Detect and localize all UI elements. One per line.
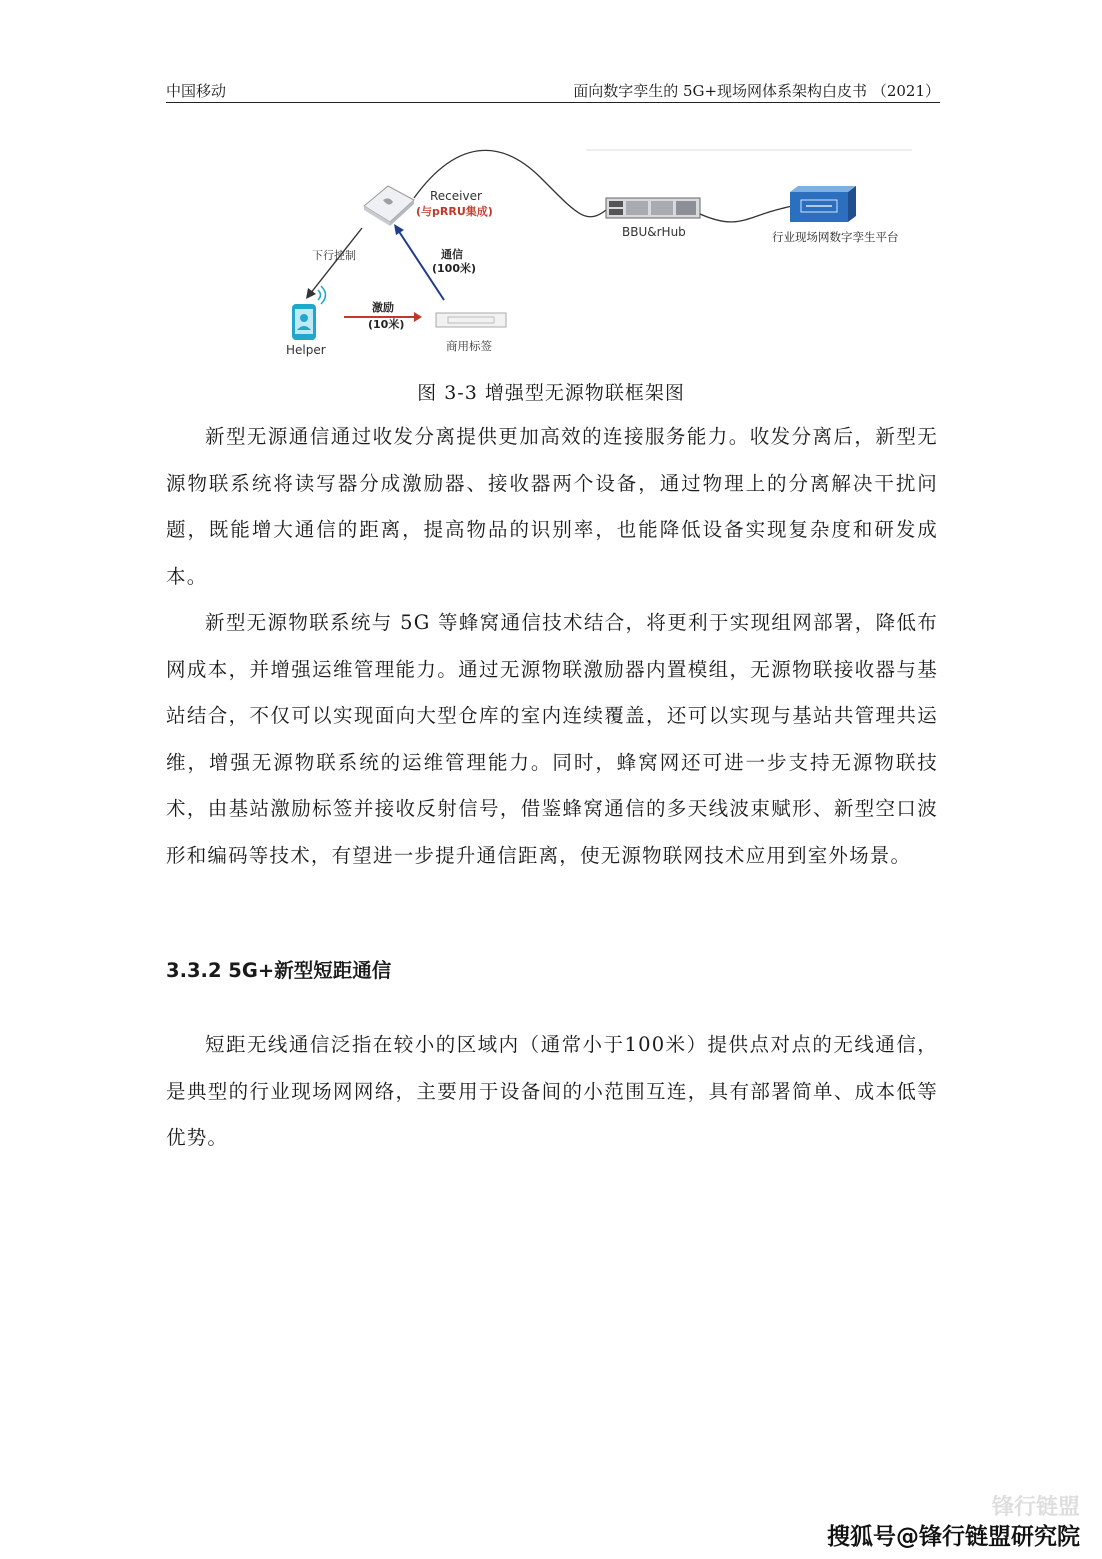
platform-device-icon xyxy=(790,186,856,222)
excite-label: 激励 xyxy=(372,301,394,314)
header-right: 面向数字孪生的 5G+现场网体系架构白皮书 （2021） xyxy=(573,82,940,100)
comm-label: 通信 xyxy=(441,248,463,261)
figure-caption: 图 3-3 增强型无源物联框架图 xyxy=(417,382,685,404)
bbu-device-icon xyxy=(606,198,700,218)
platform-label: 行业现场网数字孪生平台 xyxy=(772,230,899,244)
body-section-2 xyxy=(166,1022,938,1162)
watermark-text: 锋行链盟 xyxy=(991,1495,1080,1520)
section-heading: 3.3.2 5G+新型短距通信 xyxy=(166,959,392,982)
header-left: 中国移动 xyxy=(166,82,227,100)
bbu-label: BBU&rHub xyxy=(622,225,686,239)
paragraph-1: 新型无源通信通过收发分离提供更加高效的连接服务能力。收发分离后，新型无源物联系统将读写器分成激励器、接收器两个设备，通过物理上的分离解决干扰问题，既能增大通信的距离，提高物品的识别率，也能降低设备实现复杂度和研发成本。 xyxy=(166,425,938,588)
paragraph-2: 新型无源物联系统与 5G 等蜂窝通信技术结合，将更利于实现组网部署，降低布网成本，并增强运维管理能力。通过无源物联激励器内置模组，无源物联接收器与基站结合，不仅可以实现面向大型仓库的室内连续覆盖，还可以实现与基站共管理共运维，增强无源物联系统的运维管理能力。同时，蜂窝网还可进一步支持无源物联技术，由基站激励标签并接收反射信号，借鉴蜂窝通信的多天线波束赋形、新型空口波形和编码等技术，有望进一步提升通信距离，使无源物联网技术应用到室外场景。 xyxy=(166,611,938,867)
cable-bbu-platform xyxy=(700,205,797,222)
page-header xyxy=(166,78,940,103)
tag-label: 商用标签 xyxy=(446,339,492,353)
figure-diagram xyxy=(276,148,912,364)
excite-distance: (10米) xyxy=(368,318,405,331)
downlink-label: 下行控制 xyxy=(312,249,356,262)
excite-arrowhead xyxy=(414,312,422,322)
receiver-device-icon xyxy=(364,186,414,226)
downlink-arrowhead xyxy=(306,288,316,299)
source-credit: 搜狐号@锋行链盟研究院 xyxy=(827,1524,1080,1550)
receiver-sub-label: (与pRRU集成) xyxy=(416,205,493,218)
tag-icon xyxy=(436,313,506,327)
comm-arrowhead xyxy=(394,224,404,235)
paragraph-3: 短距无线通信泛指在较小的区域内（通常小于100米）提供点对点的无线通信，是典型的行业现场网网络，主要用于设备间的小范围互连，具有部署简单、成本低等优势。 xyxy=(166,1033,938,1149)
helper-label: Helper xyxy=(286,343,326,357)
receiver-label: Receiver xyxy=(430,189,482,203)
body-section-1 xyxy=(166,414,938,879)
comm-distance: (100米) xyxy=(432,262,477,275)
